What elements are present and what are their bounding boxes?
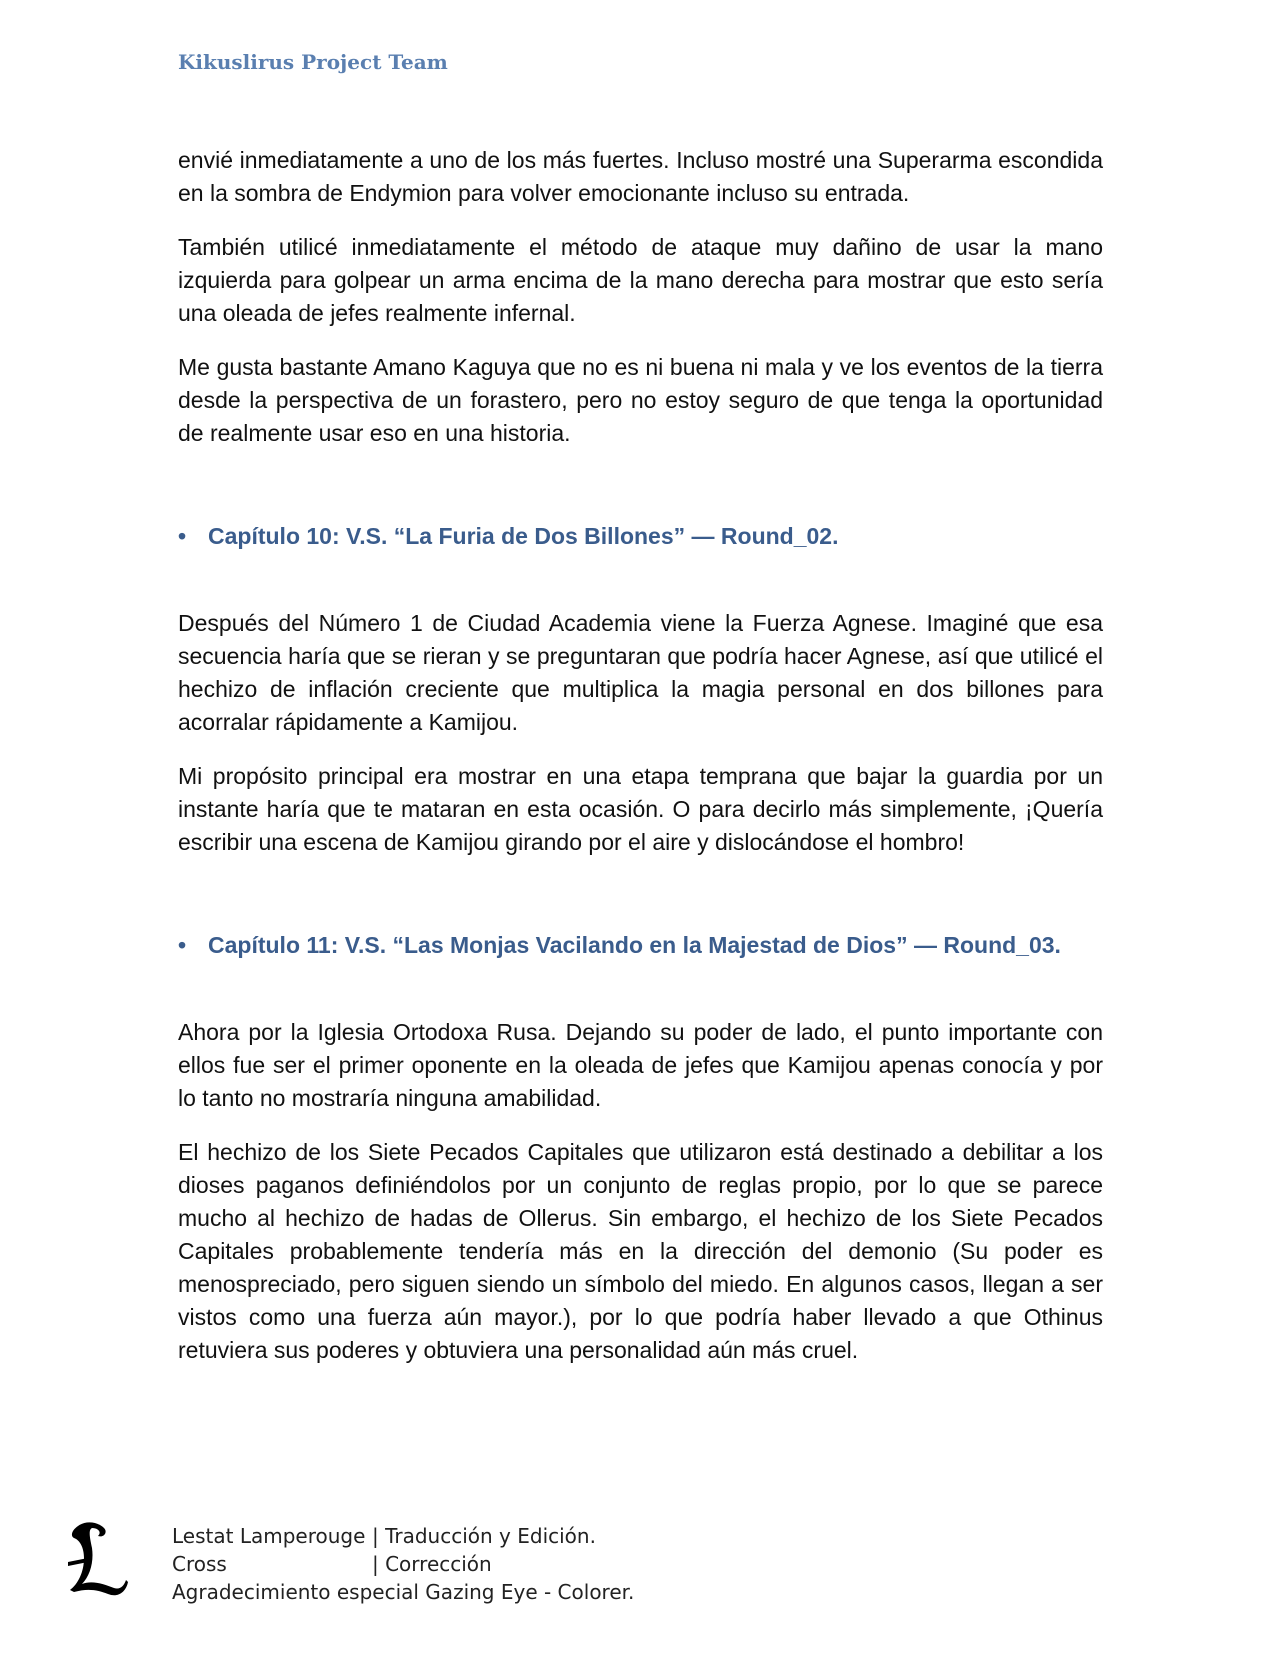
credit-name: Cross <box>172 1552 227 1576</box>
bullet: • <box>178 523 187 549</box>
paragraph-1: envié inmediatamente a uno de los más fuertes. Incluso mostré una Superarma escondida en la sombra de Endymion para volver emocionante incluso su entrada. <box>178 147 1103 206</box>
special-thanks: Agradecimiento especial Gazing Eye - Colorer. <box>172 1580 635 1604</box>
gothic-l-logo <box>64 1518 130 1598</box>
footer-credits <box>172 1522 634 1606</box>
paragraph-4: Después del Número 1 de Ciudad Academia viene la Fuerza Agnese. Imaginé que esa secuencia haría que se rieran y se preguntaran que podría hacer Agnese, así que utilicé el hechizo de inflación creciente que multiplica la magia personal en dos billones para acorralar rápidamente a Kamijou. <box>178 610 1103 735</box>
paragraph-3: Me gusta bastante Amano Kaguya que no es ni buena ni mala y ve los eventos de la tierra desde la perspectiva de un forastero, pero no estoy seguro de que tenga la oportunidad de realmente usar eso en una historia. <box>178 354 1103 446</box>
credit-name: Lestat Lamperouge <box>172 1524 366 1548</box>
bullet: • <box>178 932 187 958</box>
chapter-11-heading <box>178 929 1103 962</box>
page-header-title: Kikuslirus Project Team <box>178 50 448 74</box>
chapter-10-title: Capítulo 10: V.S. “La Furia de Dos Billones” — Round_02. <box>208 523 839 549</box>
footer-row-thanks <box>172 1578 634 1606</box>
footer-row-translation <box>172 1522 634 1550</box>
chapter-10-heading <box>178 520 1103 553</box>
paragraph-2: También utilicé inmediatamente el método de ataque muy dañino de usar la mano izquierda para golpear un arma encima de la mano derecha para mostrar que esto sería una oleada de jefes realmente infernal. <box>178 234 1103 326</box>
credit-role: | Corrección <box>372 1552 492 1576</box>
paragraph-6: Ahora por la Iglesia Ortodoxa Rusa. Dejando su poder de lado, el punto importante con ellos fue ser el primer oponente en la oleada de jefes que Kamijou apenas conocía y por lo tanto no mostraría ninguna amabilidad. <box>178 1019 1103 1111</box>
footer-row-correction <box>172 1550 634 1578</box>
paragraph-7: El hechizo de los Siete Pecados Capitales que utilizaron está destinado a debilitar a los dioses paganos definiéndolos por un conjunto de reglas propio, por lo que se parece mucho al hechizo de hadas de Ollerus. Sin embargo, el hechizo de los Siete Pecados Capitales probablemente tendería más en la dirección del demonio (Su poder es menospreciado, pero siguen siendo un símbolo del miedo. En algunos casos, llegan a ser vistos como una fuerza aún mayor.), por lo que podría haber llevado a que Othinus retuviera sus poderes y obtuviera una personalidad aún más cruel. <box>178 1139 1103 1363</box>
chapter-11-title: Capítulo 11: V.S. “Las Monjas Vacilando en la Majestad de Dios” — Round_03. <box>208 932 1061 958</box>
paragraph-5: Mi propósito principal era mostrar en una etapa temprana que bajar la guardia por un instante haría que te mataran en esta ocasión. O para decirlo más simplemente, ¡Quería escribir una escena de Kamijou girando por el aire y dislocándose el hombro! <box>178 763 1103 855</box>
credit-role: | Traducción y Edición. <box>372 1524 596 1548</box>
document-body <box>178 144 1103 1367</box>
